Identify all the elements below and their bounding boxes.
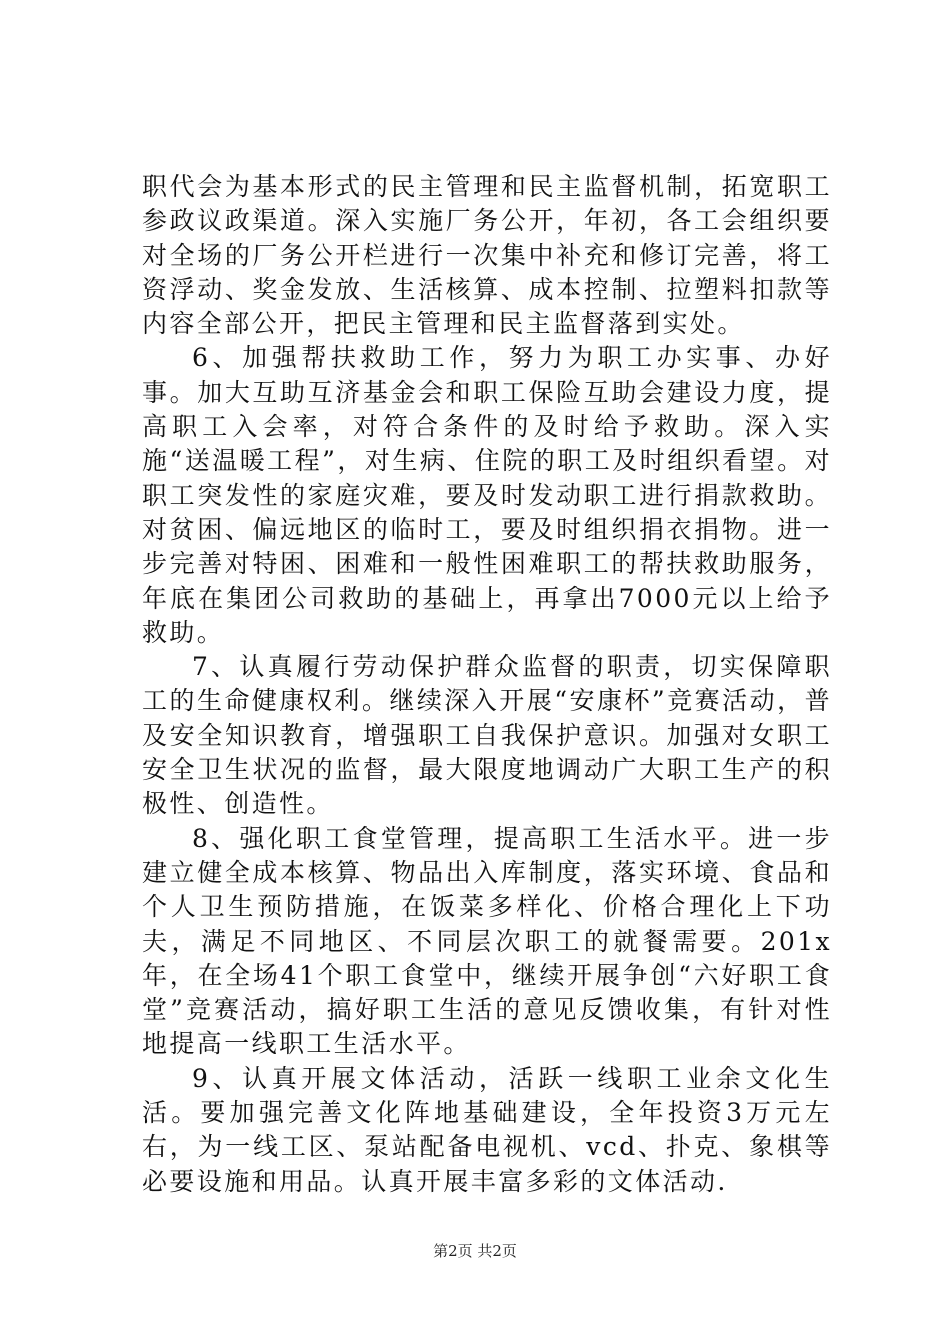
- paragraph-continuation: 职代会为基本形式的民主管理和民主监督机制，拓宽职工参政议政渠道。深入实施厂务公开，年初，各工会组织要对全场的厂务公开栏进行一次集中补充和修订完善，将工资浮动、奖金发放、生活核算、成本控制、拉塑料扣款等内容全部公开，把民主管理和民主监督落到实处。: [142, 172, 832, 339]
- paragraph-item-7: 7、认真履行劳动保护群众监督的职责，切实保障职工的生命健康权利。继续深入开展“安康杯”竞赛活动，普及安全知识教育，增强职工自我保护意识。加强对女职工安全卫生状况的监督，最大限度地调动广大职工生产的积极性、创造性。: [142, 652, 832, 819]
- paragraph-item-6: 6、加强帮扶救助工作，努力为职工办实事、办好事。加大互助互济基金会和职工保险互助会建设力度，提高职工入会率，对符合条件的及时给予救助。深入实施“送温暖工程”，对生病、住院的职工及时组织看望。对职工突发性的家庭灾难，要及时发动职工进行捐款救助。对贫困、偏远地区的临时工，要及时组织捐衣捐物。进一步完善对特困、困难和一般性困难职工的帮扶救助服务，年底在集团公司救助的基础上，再拿出7000元以上给予救助。: [142, 343, 832, 647]
- paragraph-item-9: 9、认真开展文体活动，活跃一线职工业余文化生活。要加强完善文化阵地基础建设，全年投资3万元左右，为一线工区、泵站配备电视机、vcd、扑克、象棋等必要设施和用品。认真开展丰富多彩的文体活动.: [142, 1063, 832, 1196]
- paragraph-item-8: 8、强化职工食堂管理，提高职工生活水平。进一步建立健全成本核算、物品出入库制度，落实环境、食品和个人卫生预防措施，在饭菜多样化、价格合理化上下功夫，满足不同地区、不同层次职工的就餐需要。201x年，在全场41个职工食堂中，继续开展争创“六好职工食堂”竞赛活动，搞好职工生活的意见反馈收集，有针对性地提高一线职工生活水平。: [142, 823, 832, 1059]
- page-number-footer: 第2页 共2页: [433, 1242, 517, 1260]
- document-body: [142, 170, 832, 1199]
